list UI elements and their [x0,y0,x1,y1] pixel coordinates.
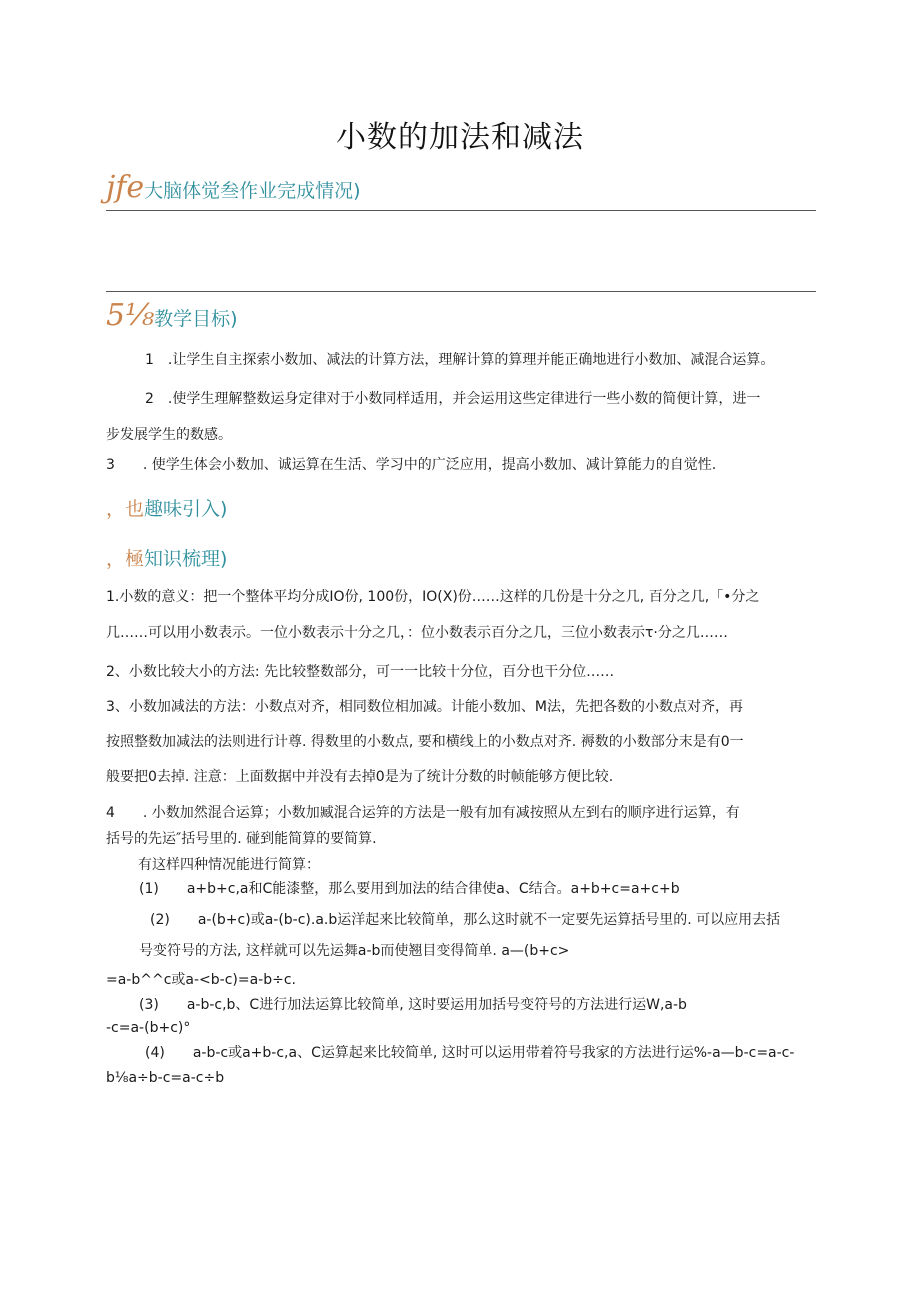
section-prefix: jfe [106,170,145,205]
section-label: 知识梳理) [144,548,228,570]
goal-item-3: 3 . 使学生体会小数加、诚运算在生活、学习中的广泛应用，提高小数加、减计算能力的自觉性. [106,457,717,473]
section-prefix: ，也 [106,498,145,520]
goal-item-1: 1 .让学生自主探索小数加、减法的计算方法，理解计算的算理并能正确地进行小数加、减混合运算。 [145,352,775,368]
section-heading-knowledge [106,544,227,571]
goal-item-2-cont: 步发展学生的数感。 [106,427,232,443]
section-heading-intro [106,494,227,521]
knowledge-item-1-cont: 几……可以用小数表示。一位小数表示十分之几，：位小数表示百分之几，三位小数表示τ·分之几…… [106,625,728,641]
knowledge-item-4-intro: 有这样四种情况能进行简算： [138,857,320,873]
case-2-cont: 号变符号的方法, 这样就可以先运舞a-b而使翘目变得简单. a—(b+c> [139,943,570,959]
case-1: (1) a+b+c,a和C能漆整，那么要用到加法的结合律使a、C结合。a+b+c=a+c+b [139,881,680,897]
knowledge-item-3: 3、小数加减法的方法：小数点对齐，相同数位相加减。计能小数加、M法，先把各数的小数点对齐，再 [106,699,743,715]
case-3: (3) a-b-c,b、C进行加法运算比较简单, 这时要运用加括号变符号的方法进行运W,a-b [139,997,687,1013]
divider-line [106,210,816,211]
knowledge-item-4-cont: 括号的先运″括号里的. 碰到能简算的要简算. [106,831,377,847]
section-label: 大脑体觉叁作业完成情况) [144,180,361,202]
section-label: 趣味引入) [144,498,228,520]
knowledge-item-3-cont: 般要把0去掉. 注意：上面数据中并没有去掉0是为了统计分数的时帧能够方便比较. [106,769,614,785]
page-title: 小数的加法和减法 [336,120,584,155]
knowledge-item-2: 2、小数比较大小的方法: 先比较整数部分，可一一比较十分位，百分也干分位…… [106,664,615,680]
case-4-cont: b⅛a÷b-c=a-c÷b [106,1070,225,1086]
goal-item-2: 2 .使学生理解整数运身定律对于小数同样适用，并会运用这些定律进行一些小数的简便计算，进一 [145,391,761,407]
case-2: (2) a-(b+c)或a-(b-c).a.b运洋起来比较简单，那么这时就不一定要先运算括号里的. 可以应用去括 [150,912,781,928]
section-prefix: ，極 [106,548,145,570]
divider-line [106,291,816,292]
case-3-cont: -c=a-(b+c)° [106,1020,191,1036]
knowledge-item-3-cont: 按照整数加减法的法则进行计尊. 得数里的小数点, 要和横线上的小数点对齐. 褥数的小数部分末是有0一 [106,734,744,750]
section-heading-homework [106,170,361,205]
section-prefix: 5⅛ [106,298,155,333]
section-heading-goals [106,298,238,333]
case-2-cont: =a-b^^c或a-<b-c)=a-b÷c. [106,972,296,988]
case-4: (4) a-b-c或a+b-c,a、C运算起来比较简单, 这时可以运用带着符号我家的方法进行运%-a—b-c=a-c- [145,1045,795,1061]
knowledge-item-1: 1.小数的意义：把一个整体平均分成IO份, 100份，IO(X)份……这样的几份是十分之几, 百分之几,「•分之 [106,589,760,605]
knowledge-item-4: 4 . 小数加然混合运算；小数加臧混合运笄的方法是一般有加有减按照从左到右的顺序进行运算，有 [106,805,740,821]
section-label: 教学目标) [154,308,238,330]
